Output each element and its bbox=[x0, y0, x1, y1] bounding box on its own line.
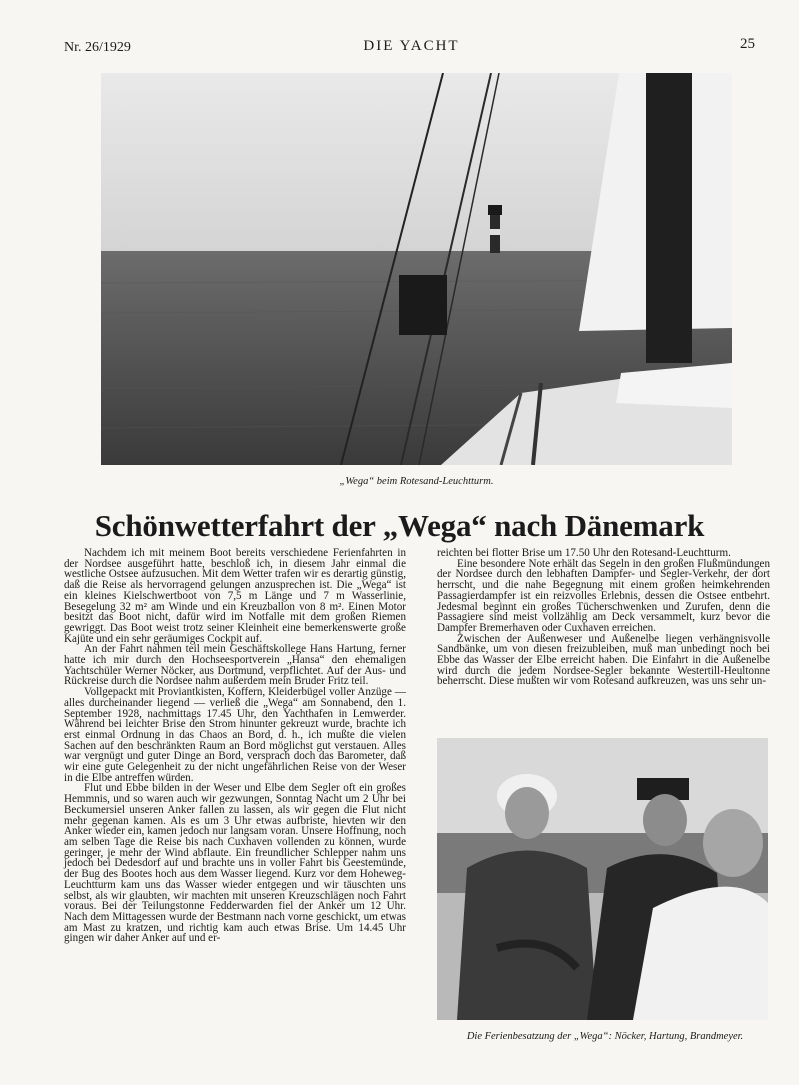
paragraph: Nachdem ich mit meinem Boot bereits verschiedene Ferienfahrten in der Nordsee ausgeführt hatte, beschloß ich, in diesem Jahr einmal die westliche Ostsee aufzusuchen. Mit dem Wetter trafen wir es derartig günstig, daß die Reise als hervorragend gelungen anzusprechen ist. Die „Wega“ ist ein kleines Kielschwertboot von 7,5 m Länge und 7 m Wasserlinie, Besegelung 32 m² am Winde und ein Kreuzballon von 8 m². Einen Motor besitzt das Boot nicht, dafür wird im Notfalle mit dem großen Riemen gewriggt. Das Boot weist trotz seiner Kleinheit eine bemerkenswerte große Kajüte und ein sehr geräumiges Cockpit auf. bbox=[64, 547, 406, 645]
article-column-right bbox=[437, 548, 770, 687]
paragraph: Vollgepackt mit Proviantkisten, Koffern, Kleiderbügel voller Anzüge — alles durcheinander liegend — verließ die „Wega“ am Sonnabend, den 1. September 1928, nachmittags 17.45 Uhr, den Yachthafen in Lemwerder. Während bei leichter Brise den Strom hinunter gekreuzt wurde, brachte ich erst einmal Ordnung in das Chaos an Bord, d. h., ich mußte die vielen Sachen auf den beschränkten Raum an Bord möglichst gut verstauen. Alles war vergnügt und guter Dinge an Bord, versprach doch das Barometer, daß wir eine gute Gelegenheit zu der nicht ungefährlichen Reise von der Weser in die Elbe antreffen würden. bbox=[64, 686, 406, 784]
article-title: Schönwetterfahrt der „Wega“ nach Dänemark bbox=[94, 508, 705, 543]
crew-photo bbox=[437, 738, 768, 1020]
crew-photo-caption: Die Ferienbesatzung der „Wega“: Nöcker, Hartung, Brandmeyer. bbox=[466, 1031, 744, 1042]
lighthouse-photo bbox=[101, 73, 732, 465]
page-header bbox=[64, 36, 759, 56]
issue-number: Nr. 26/1929 bbox=[64, 40, 131, 55]
magazine-masthead: DIE YACHT bbox=[363, 38, 460, 54]
page-number: 25 bbox=[740, 36, 755, 52]
lighthouse-photo-caption: „Wega“ beim Rotesand-Leuchtturm. bbox=[339, 476, 494, 487]
article-column-left bbox=[64, 548, 406, 944]
paragraph: Flut und Ebbe bilden in der Weser und Elbe dem Segler oft ein großes Hemmnis, und so waren auch wir gezwungen, Sonntag Nacht um 2 Uhr bei Beckumersiel unseren Anker fallen zu lassen, als wir gegen die Flut nicht mehr gegenan kamen. Als es um 3 Uhr etwas aufbriste, hievten wir den Anker wieder ein, kamen jedoch nur langsam voran. Unsere Hoffnung, noch am selben Tage die Reise bis nach Cuxhaven vollenden zu können, wurde geringer, je mehr der Wind abflaute. Ein freundlicher Schlepper nahm uns jedoch bei Dedesdorf auf und brachte uns in voller Fahrt bis Geestemünde, der Bug des Bootes hoch aus dem Wasser liegend. Kurz vor dem Hoheweg-Leuchtturm kam uns das Wasser wieder entgegen und wir täuschten uns selbst, als wir glaubten, wir machten mit unseren Kreuzschlägen noch Fahrt voraus. Bei der Teilungstonne Fedderwarden fiel der Anker um 12 Uhr. Nach dem Mittagessen wurde der Bestmann nach vorne geschickt, um etwas am Mast zu kratzen, und richtig kam auch etwas Brise. Um 14.45 Uhr gingen wir daher Anker auf und er- bbox=[64, 782, 406, 945]
paragraph: An der Fahrt nahmen teil mein Geschäftskollege Hans Hartung, ferner hatte ich mir durch den Hochseesportverein „Hansa“ den ehemaligen Yachtschüler Werner Nöcker, aus Dortmund, verpflichtet. Auf der Aus- und Rückreise durch die Nordsee nahm außerdem mein Bruder Fritz teil. bbox=[64, 643, 406, 688]
paragraph: Zwischen der Außenweser und Außenelbe liegen verhängnisvolle Sandbänke, um von diesen freizubleiben, muß man unbedingt noch bei Ebbe das Wasser der Elbe erreicht haben. Die Einfahrt in die Außenelbe wird durch die jedem Nordsee-Segler bekannte Westertill-Heultonne beherrscht. Diese mußten wir vom Rotesand aufkreuzen, was uns sehr un- bbox=[437, 632, 770, 688]
paragraph: reichten bei flotter Brise um 17.50 Uhr den Rotesand-Leuchtturm. bbox=[437, 547, 731, 559]
paragraph: Eine besondere Note erhält das Segeln in den großen Flußmündungen der Nordsee durch den lebhaften Dampfer- und Segler-Verkehr, der dort herrscht, und die nahe Begegnung mit einem großen heimkehrenden Passagierdampfer ist ein reizvolles Erlebnis, dessen die Ostsee entbehrt. Jedesmal beginnt ein großes Tücherschwenken und Zurufen, denn die Passagiere sind meist vollzählig am Deck versammelt, kurz bevor die Dampfer Bremerhaven oder Cuxhaven erreichen. bbox=[437, 557, 770, 634]
